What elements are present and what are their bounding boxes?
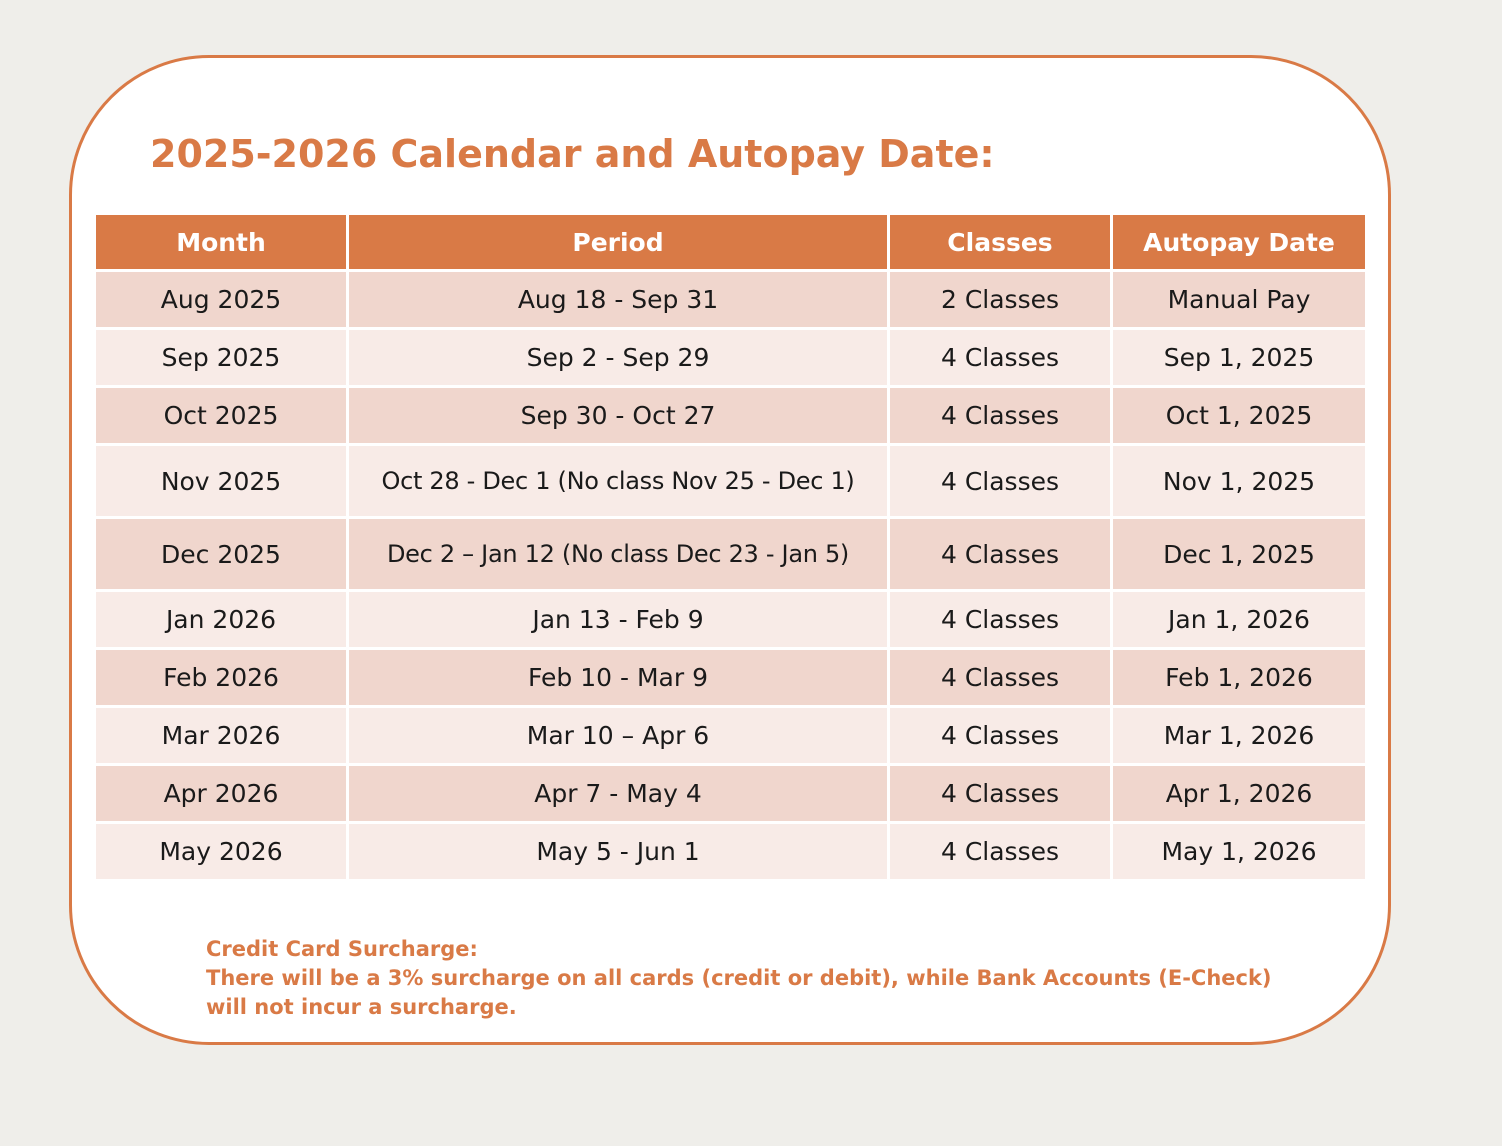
surcharge-note <box>206 935 1306 1022</box>
table-row <box>95 765 1367 823</box>
period-cell: Apr 7 - May 4 <box>348 765 889 823</box>
autopay-date-cell: Manual Pay <box>1112 271 1367 329</box>
table-row <box>95 823 1367 881</box>
classes-cell: 2 Classes <box>889 271 1112 329</box>
table-row <box>95 518 1367 591</box>
month-cell: Jan 2026 <box>95 591 348 649</box>
month-cell: Aug 2025 <box>95 271 348 329</box>
autopay-date-cell: Jan 1, 2026 <box>1112 591 1367 649</box>
autopay-date-cell: May 1, 2026 <box>1112 823 1367 881</box>
classes-cell: 4 Classes <box>889 765 1112 823</box>
classes-cell: 4 Classes <box>889 823 1112 881</box>
autopay-date-cell: Dec 1, 2025 <box>1112 518 1367 591</box>
page-title: 2025-2026 Calendar and Autopay Date: <box>150 132 995 176</box>
classes-cell: 4 Classes <box>889 445 1112 518</box>
period-cell: Mar 10 – Apr 6 <box>348 707 889 765</box>
autopay-schedule-table <box>93 212 1368 882</box>
autopay-date-cell: Oct 1, 2025 <box>1112 387 1367 445</box>
classes-cell: 4 Classes <box>889 649 1112 707</box>
month-cell: Dec 2025 <box>95 518 348 591</box>
month-cell: Oct 2025 <box>95 387 348 445</box>
period-cell: Sep 30 - Oct 27 <box>348 387 889 445</box>
month-cell: Sep 2025 <box>95 329 348 387</box>
table-row <box>95 707 1367 765</box>
classes-cell: 4 Classes <box>889 707 1112 765</box>
month-cell: Feb 2026 <box>95 649 348 707</box>
period-cell: Sep 2 - Sep 29 <box>348 329 889 387</box>
table-row <box>95 591 1367 649</box>
autopay-date-cell: Apr 1, 2026 <box>1112 765 1367 823</box>
period-cell: Aug 18 - Sep 31 <box>348 271 889 329</box>
header-month: Month <box>95 214 348 271</box>
classes-cell: 4 Classes <box>889 329 1112 387</box>
table-row <box>95 445 1367 518</box>
autopay-date-cell: Feb 1, 2026 <box>1112 649 1367 707</box>
table-row <box>95 271 1367 329</box>
period-cell: Dec 2 – Jan 12 (No class Dec 23 - Jan 5) <box>348 518 889 591</box>
classes-cell: 4 Classes <box>889 518 1112 591</box>
classes-cell: 4 Classes <box>889 591 1112 649</box>
header-autopay-date: Autopay Date <box>1112 214 1367 271</box>
period-cell: May 5 - Jun 1 <box>348 823 889 881</box>
header-period: Period <box>348 214 889 271</box>
header-classes: Classes <box>889 214 1112 271</box>
month-cell: Mar 2026 <box>95 707 348 765</box>
surcharge-text: There will be a 3% surcharge on all cards (credit or debit), while Bank Accounts (E-Check) will not incur a surcharge. <box>206 966 1272 1019</box>
surcharge-heading: Credit Card Surcharge: <box>206 937 478 961</box>
month-cell: Nov 2025 <box>95 445 348 518</box>
period-cell: Jan 13 - Feb 9 <box>348 591 889 649</box>
period-cell: Oct 28 - Dec 1 (No class Nov 25 - Dec 1) <box>348 445 889 518</box>
table-row <box>95 329 1367 387</box>
classes-cell: 4 Classes <box>889 387 1112 445</box>
table-row <box>95 649 1367 707</box>
table-row <box>95 387 1367 445</box>
table-header-row <box>95 214 1367 271</box>
period-cell: Feb 10 - Mar 9 <box>348 649 889 707</box>
autopay-date-cell: Sep 1, 2025 <box>1112 329 1367 387</box>
autopay-date-cell: Nov 1, 2025 <box>1112 445 1367 518</box>
autopay-date-cell: Mar 1, 2026 <box>1112 707 1367 765</box>
month-cell: May 2026 <box>95 823 348 881</box>
month-cell: Apr 2026 <box>95 765 348 823</box>
